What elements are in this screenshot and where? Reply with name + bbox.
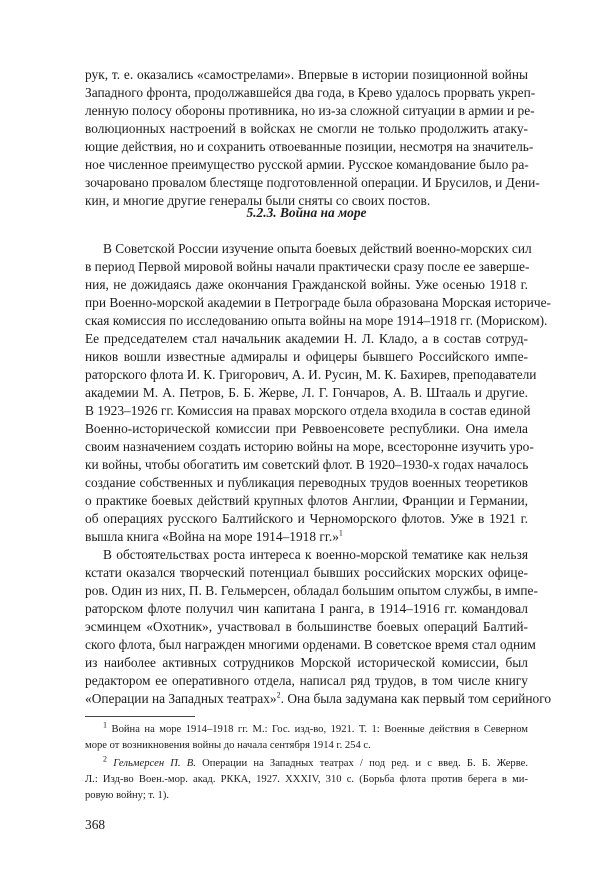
text-line: академии М. А. Петров, Б. Б. Жерве, Л. Г. Гончаров, А. В. Штааль и другие.	[85, 385, 528, 400]
text-line: своим назначением создать историю войны на море, всесторонне изучить уро-	[85, 439, 534, 454]
footnote-number: 2	[103, 754, 107, 764]
text-span: . Она была задумана как первый том серийного	[280, 691, 552, 706]
text-line: раторского флота И. К. Григорович, А. И. Русин, М. К. Бахирев, преподаватели	[85, 367, 537, 382]
text-line: из наиболее активных сотрудников Морской исторической комиссии, был	[85, 655, 528, 670]
text-line: ния, не дожидаясь даже окончания Гражданской войны. Уже осенью 1918 г.	[85, 277, 528, 292]
text-line: В 1923–1926 гг. Комиссия на правах морского отдела входила в состав единой	[85, 403, 531, 418]
text-line: ского флота, был награжден многими орденами. В советское время стал одним	[85, 637, 536, 652]
text-line: Западного фронта, продолжавшейся два года, в Крево удалось прорвать укреп-	[85, 85, 536, 100]
text-line: кин, и многие другие генералы были сняты со своих постов.	[85, 193, 431, 208]
footnote-2-cont: Л.: Изд-во Воен.-мор. акад. РККА, 1927. XXXIV, 310 с. (Борьба флота против берега в ми-	[85, 774, 528, 785]
footnote-text: Война на море 1914–1918 гг. М.: Гос. изд-во, 1921. Т. 1: Военные действия в Северном	[111, 724, 528, 735]
text-line	[85, 690, 552, 708]
text-line: ющие действия, но и сохранить отвоеванные позиции, несмотря на значитель-	[85, 139, 534, 154]
text-line: ки войны, чтобы обогатить им советский флот. В 1920–1930-х годах началось	[85, 457, 529, 472]
footnote-text: Операции на Западных театрах / под ред. и с введ. Б. Б. Жерве.	[202, 758, 528, 769]
text-line: ленную полосу обороны противника, но из-за сложной ситуации в армии и ре-	[85, 103, 535, 118]
footnote-1-cont: море от возникновения войны до начала сентября 1914 г. 254 с.	[85, 740, 371, 751]
text-line: Ее председателем стал начальник академии Н. Л. Кладо, а в состав сотруд-	[85, 331, 528, 346]
text-line: редактором ее оперативного отдела, написал ряд трудов, в том числе книгу	[85, 673, 528, 688]
text-line: ров. Один из них, П. В. Гельмерсен, обладал большим опытом службы, в импе-	[85, 583, 538, 598]
text-line: об операциях русского Балтийского и Черноморского флотов. Уже в 1921 г.	[85, 511, 528, 526]
footnote-ref[interactable]: 2	[276, 690, 281, 700]
text-span: вышла книга «Война на море 1914–1918 гг.»	[85, 529, 339, 544]
text-line: в период Первой мировой войны начали практически сразу после ее заверше-	[85, 259, 530, 274]
text-line: волюционных настроений в войсках не смогли не только продолжить атаку-	[85, 121, 528, 136]
text-line: В Советской России изучение опыта боевых действий военно-морских сил	[103, 241, 532, 256]
text-line: кстати оказался творческий потенциал бывших российских морских офице-	[85, 565, 528, 580]
footnote-1	[103, 722, 528, 738]
text-line: при Военно-морской академии в Петрограде была образована Морская историче-	[85, 295, 551, 310]
text-span: «Операции на Западных театрах»	[85, 691, 277, 706]
text-line: раторском флоте получил чин капитана I ранга, в 1914–1916 гг. командовал	[85, 601, 528, 616]
text-line	[85, 528, 528, 546]
text-line: эсминцем «Охотник», участвовал в большинстве боевых операций Балтий-	[85, 619, 528, 634]
text-line: В обстоятельствах роста интереса к военно-морской тематике как нельзя	[103, 547, 528, 562]
page-number: 368	[85, 817, 106, 832]
footnote-2	[103, 756, 528, 772]
footnote-2-cont: ровую войну; т. 1).	[85, 790, 170, 801]
footnote-author: Гельмерсен П. В.	[113, 758, 196, 769]
text-line: ская комиссия по исследованию опыта войны на море 1914–1918 гг. (Мориском).	[85, 313, 548, 328]
text-line: зочаровано провалом блестяще подготовленной операции. И Брусилов, и Дени-	[85, 175, 540, 190]
footnote-divider	[85, 716, 195, 717]
footnote-ref[interactable]: 1	[338, 528, 343, 538]
text-line: о практике боевых действий крупных флотов Англии, Франции и Германии,	[85, 493, 528, 508]
section-heading: 5.2.3. Война на море	[246, 205, 367, 220]
text-line: ное численное преимущество русской армии. Русское командование было ра-	[85, 157, 529, 172]
text-line: создание собственных и публикация переводных трудов военных теоретиков	[85, 475, 528, 490]
text-line: ников вошли известные адмиралы и офицеры бывшего Российского импе-	[85, 349, 528, 364]
text-line: Военно-исторической комиссии при Реввоенсовете республики. Она имела	[85, 421, 528, 436]
text-line: рук, т. е. оказались «самострелами». Впервые в истории позиционной войны	[85, 67, 528, 82]
footnote-number: 1	[103, 720, 107, 730]
